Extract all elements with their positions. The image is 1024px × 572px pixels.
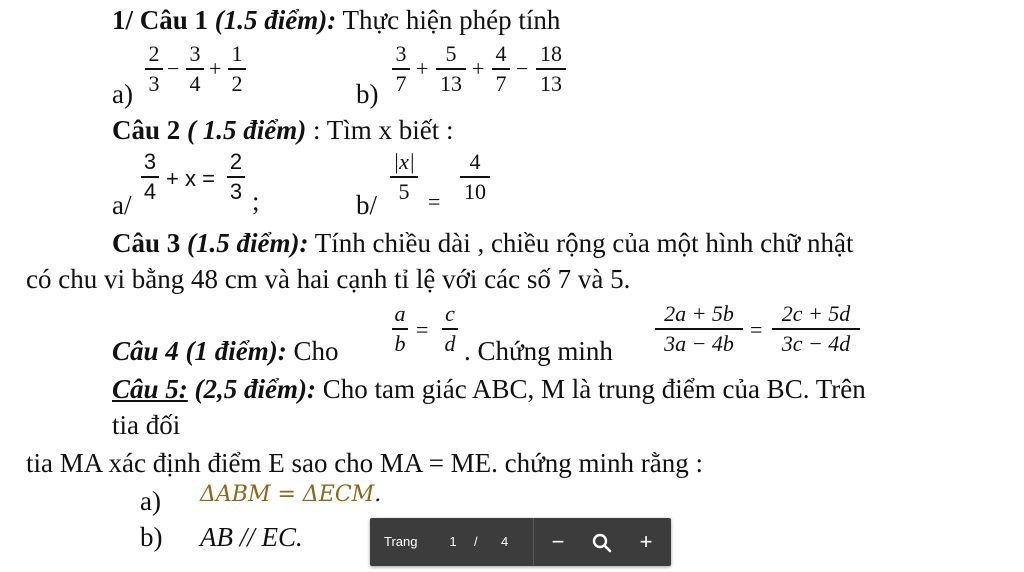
q1-heading [112, 5, 560, 35]
q1-b-frac-3-num: 4 [495, 41, 507, 66]
q2-heading [112, 115, 454, 145]
page-separator: / [474, 534, 478, 549]
q1-a-op-1: − [167, 56, 180, 81]
q1-a-frac-3-num: 1 [231, 41, 243, 66]
q5-a-label: a) [140, 486, 161, 516]
q1-b-frac-2 [436, 42, 466, 96]
q1-b-frac-2-num: 5 [445, 41, 457, 66]
q3-line-2: có chu vi bằng 48 cm và hai cạnh tỉ lệ với các số 7 và 5. [26, 264, 631, 294]
q5-line-3: tia MA xác định điểm E sao cho MA = ME. chứng minh rằng : [26, 448, 704, 478]
q1-b-frac-3-den: 7 [495, 70, 507, 96]
q2-heading-number: Câu 2 [112, 115, 181, 145]
q4-frac-a-b-den: b [394, 330, 406, 356]
q2-a-frac-1 [141, 150, 159, 204]
q1-b-frac-1-num: 3 [395, 41, 407, 66]
q5-a-end: . [374, 482, 382, 507]
page-toolbar [370, 518, 671, 566]
q4-frac-left [655, 302, 743, 356]
q1-b-op-1: + [416, 56, 429, 81]
q1-heading-number: 1/ Câu 1 [112, 5, 209, 35]
q2-b-eq: = [428, 189, 441, 214]
q5-b-expr: AB // EC. [200, 522, 303, 552]
q2-a-mid: + x = [166, 166, 215, 191]
q4-frac-a-b [392, 302, 408, 356]
q2-b-frac-2-num: 4 [469, 149, 481, 174]
q4-eq-1: = [416, 317, 429, 342]
q4-frac-c-d [442, 302, 458, 356]
q1-a-frac-1 [145, 42, 163, 96]
q2-b-frac-1-num: |x| [393, 149, 415, 174]
q2-b-frac-2 [460, 150, 490, 204]
q4-frac-right-den: 3c − 4d [781, 330, 851, 356]
q5-line-1-text: Cho tam giác ABC, M là trung điểm của BC. Trên [322, 374, 866, 404]
q1-b-frac-3 [492, 42, 510, 96]
q4-frac-c-d-den: d [444, 330, 456, 356]
q4-eq-2: = [750, 317, 763, 342]
q1-b-label: b) [356, 79, 379, 109]
q4-frac-right [772, 302, 860, 356]
q2-b-frac-2-den: 10 [464, 178, 486, 204]
q1-heading-text: Thực hiện phép tính [342, 5, 561, 35]
q5-heading-number: Câu 5: [112, 374, 188, 404]
q4-frac-left-den: 3a − 4b [664, 330, 734, 356]
total-pages: 4 [501, 534, 509, 549]
q4-heading-number: Câu 4 [112, 336, 179, 366]
q4-frac-c-d-num: c [445, 301, 455, 326]
q2-b-frac-1 [390, 150, 418, 204]
q2-a-label: a/ [112, 190, 132, 220]
q2-a-frac-2-den: 3 [229, 178, 243, 204]
q3-heading-points: (1.5 điểm): [187, 228, 309, 258]
q1-a-frac-2 [186, 42, 204, 96]
q2-b-label: b/ [356, 190, 378, 220]
q4-heading [112, 336, 339, 366]
q5-line-1 [112, 374, 866, 404]
q1-a-op-2: + [209, 56, 222, 81]
q5-a-expr-text: ΔABM = ΔECM [200, 482, 375, 507]
zoom-out-button[interactable]: − [551, 529, 565, 554]
q2-a-frac-2-num: 2 [229, 149, 243, 174]
zoom-icon[interactable] [584, 518, 620, 566]
page-label: Trang [384, 534, 418, 549]
q1-b-frac-4-num: 18 [540, 41, 562, 66]
q1-b-op-2: + [472, 56, 485, 81]
current-page-input[interactable]: 1 [449, 534, 457, 549]
q1-b-frac-4-den: 13 [540, 70, 562, 96]
q1-b-frac-1 [392, 42, 410, 96]
q3-heading-number: Câu 3 [112, 228, 181, 258]
q2-heading-text: : Tìm x biết : [313, 115, 454, 145]
q5-a-expr [200, 482, 381, 508]
q3-line-1 [112, 228, 853, 258]
q1-a-label: a) [112, 79, 133, 109]
q1-a-frac-2-den: 4 [189, 70, 201, 96]
q1-a-frac-1-den: 3 [148, 70, 160, 96]
q1-heading-points: (1.5 điểm): [214, 5, 337, 35]
zoom-in-button[interactable]: + [639, 529, 653, 554]
q1-b-op-3: − [516, 56, 529, 81]
q2-a-frac-1-den: 4 [143, 178, 157, 204]
q2-b-frac-1-den: 5 [398, 178, 410, 204]
q4-mid: . Chứng minh [464, 336, 613, 366]
q4-cho: Cho [293, 336, 339, 366]
q4-frac-right-num: 2c + 5d [781, 301, 851, 326]
toolbar-divider [533, 518, 534, 566]
q1-b-frac-2-den: 13 [440, 70, 462, 96]
q1-a-frac-3 [228, 42, 246, 96]
q2-a-frac-2 [227, 150, 245, 204]
q5-heading-points: (2,5 điểm): [194, 374, 316, 404]
q4-frac-a-b-num: a [394, 301, 406, 326]
q1-a-frac-1-num: 2 [148, 41, 160, 66]
q1-b-frac-1-den: 7 [395, 70, 407, 96]
q1-a-frac-3-den: 2 [231, 70, 243, 96]
q2-heading-points: ( 1.5 điểm) [187, 115, 307, 145]
q1-b-frac-4 [536, 42, 566, 96]
q4-heading-points: (1 điểm): [185, 336, 287, 366]
q4-frac-left-num: 2a + 5b [664, 301, 734, 326]
q2-a-end: ; [252, 186, 260, 216]
q3-line-1-text: Tính chiều dài , chiều rộng của một hình chữ nhật [314, 228, 854, 258]
q5-b-label: b) [140, 522, 163, 552]
q2-a-frac-1-num: 3 [143, 149, 157, 174]
q5-line-2: tia đối [112, 410, 181, 440]
q1-a-frac-2-num: 3 [189, 41, 201, 66]
